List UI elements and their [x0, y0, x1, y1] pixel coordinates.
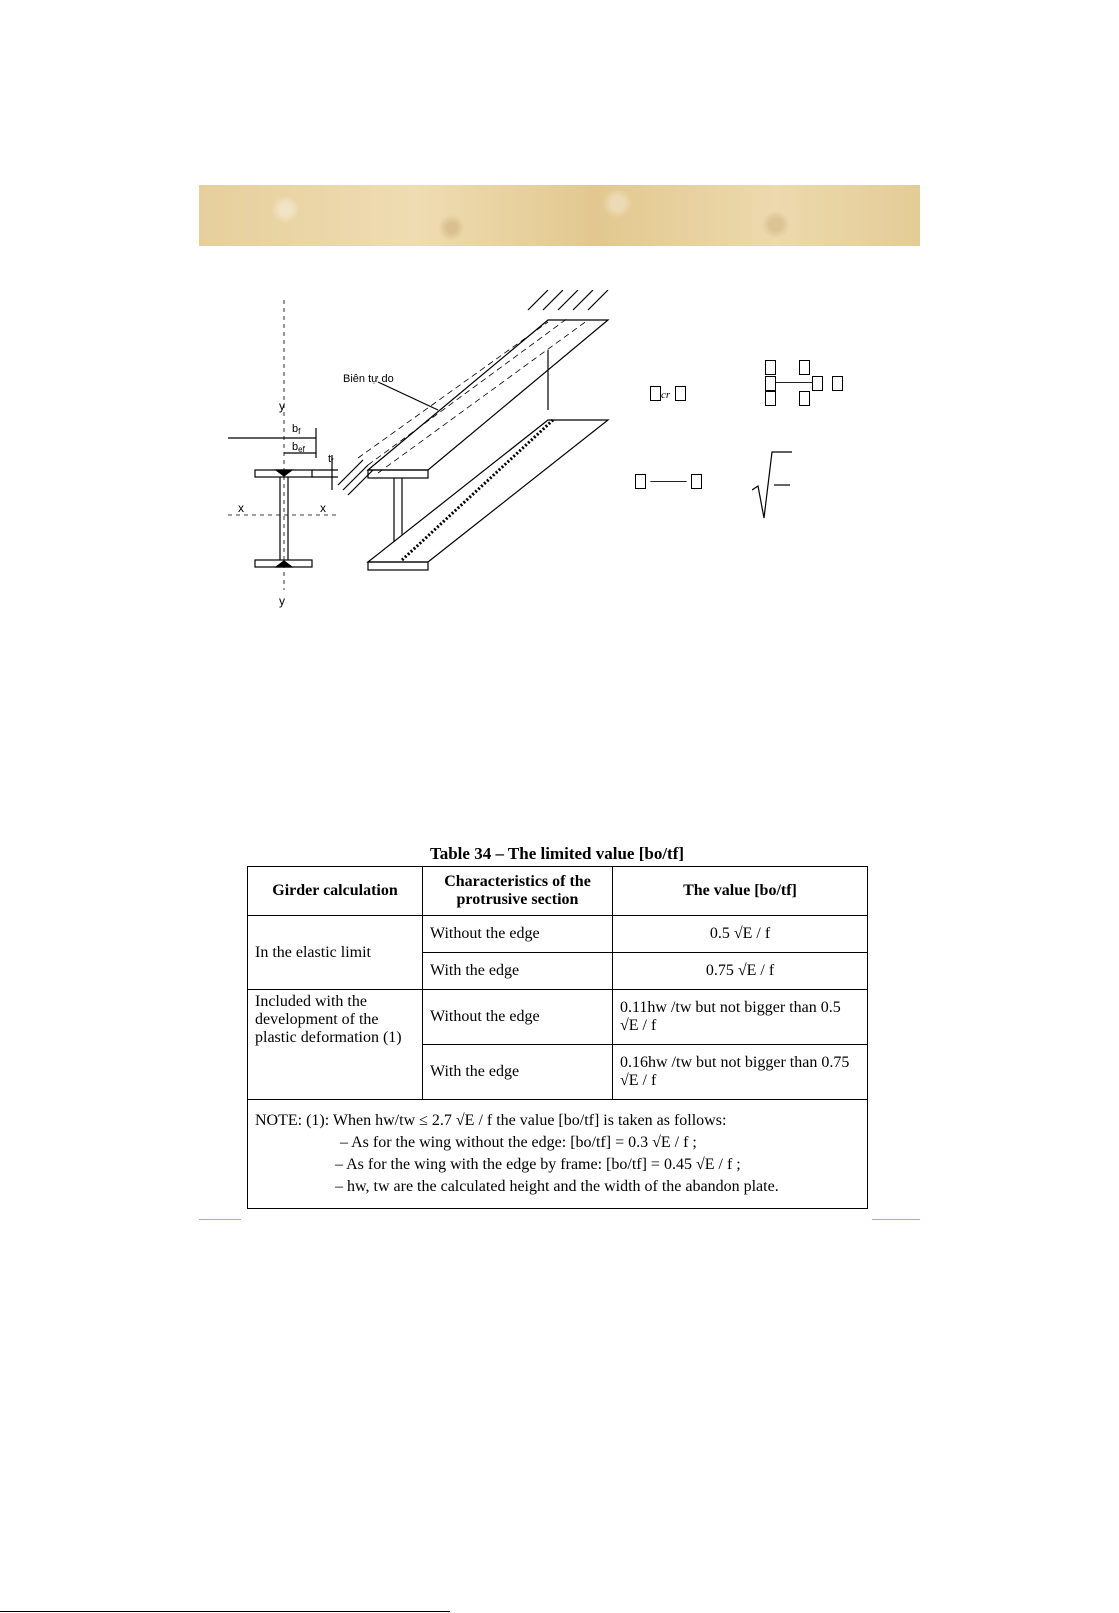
note-lead: NOTE: (1): When hw/tw ≤ 2.7 √E / f the value [bo/tf] is taken as follows:	[255, 1112, 727, 1129]
characteristic-cell: Without the edge	[423, 990, 613, 1045]
header-girder-calculation: Girder calculation	[248, 867, 423, 916]
tf-label: tf	[328, 453, 334, 466]
limited-value-table	[247, 866, 868, 1209]
table-note-row	[248, 1100, 868, 1209]
note-line-1: – As for the wing without the edge: [bo/tf] = 0.3 √E / f ;	[340, 1134, 697, 1151]
i-beam-figure	[228, 290, 648, 610]
bf-label: bf	[292, 423, 301, 436]
flange-free-label: Biên tự do	[343, 373, 394, 385]
table-row	[248, 916, 868, 953]
axis-x-right-label: x	[320, 501, 326, 515]
header-banner	[199, 185, 920, 246]
note-line-3: – hw, tw are the calculated height and the width of the abandon plate.	[335, 1178, 779, 1195]
table-note	[248, 1100, 868, 1209]
critical-stress-formula: cr —— ——	[630, 355, 860, 535]
value-cell: 0.75 √E / f	[613, 953, 868, 990]
header-characteristics: Characteristics of the protrusive section	[423, 867, 613, 916]
group-cell: In the elastic limit	[248, 916, 423, 990]
header-value: The value [bo/tf]	[613, 867, 868, 916]
value-cell: 0.11hw /tw but not bigger than 0.5 √E / f	[613, 990, 868, 1045]
axis-x-left-label: x	[238, 501, 244, 515]
page-bottom-rule	[0, 1611, 450, 1612]
bef-label: bef	[292, 441, 305, 454]
group-cell: Included with the development of the plastic deformation (1)	[248, 990, 423, 1100]
value-cell: 0.16hw /tw but not bigger than 0.75 √E / f	[613, 1045, 868, 1100]
characteristic-cell: With the edge	[423, 953, 613, 990]
table-row	[248, 990, 868, 1045]
value-cell: 0.5 √E / f	[613, 916, 868, 953]
right-footer-rule	[872, 1219, 920, 1220]
characteristic-cell: Without the edge	[423, 916, 613, 953]
table-header-row	[248, 867, 868, 916]
axis-y-top-label: y	[279, 399, 285, 413]
characteristic-cell: With the edge	[423, 1045, 613, 1100]
left-footer-rule	[199, 1219, 241, 1220]
axis-y-bottom-label: y	[279, 594, 285, 608]
table-title: Table 34 – The limited value [bo/tf]	[429, 844, 685, 863]
note-line-2: – As for the wing with the edge by frame: [bo/tf] = 0.45 √E / f ;	[335, 1156, 741, 1173]
